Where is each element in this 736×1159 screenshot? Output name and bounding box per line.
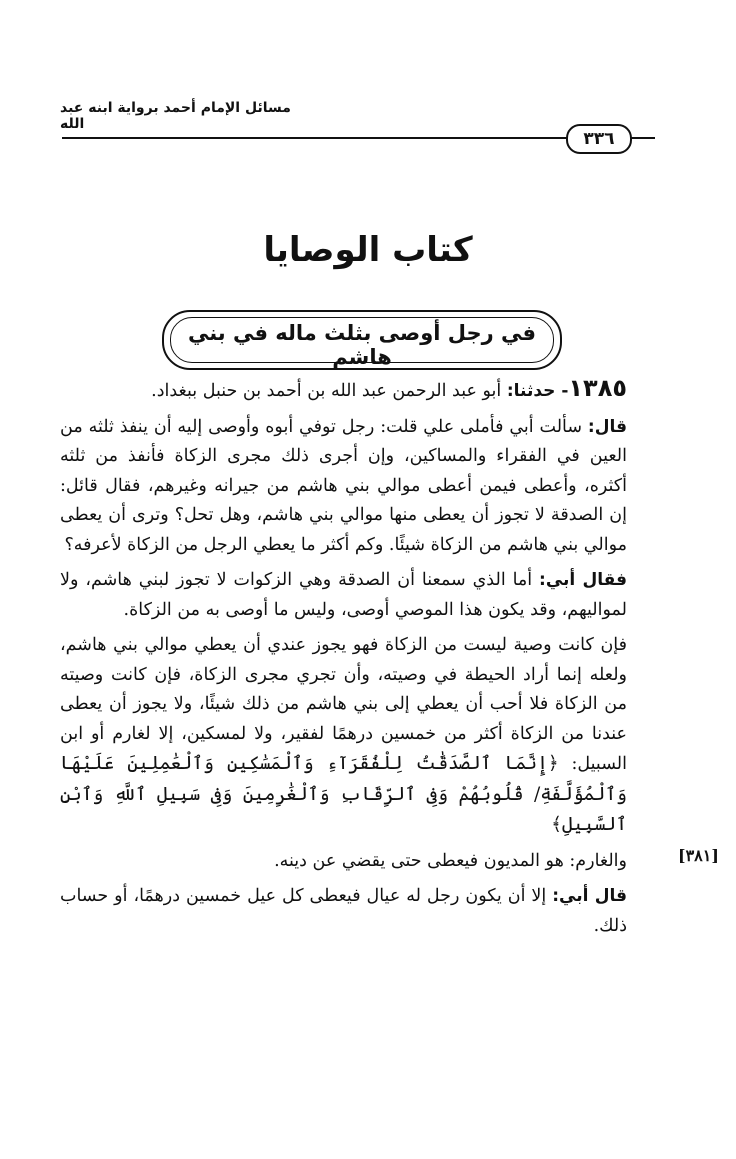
paragraph-text: أبو عبد الرحمن عبد الله بن أحمد بن حنبل ببغداد. [151, 381, 507, 401]
narration-number: ١٣٨٥ [568, 374, 627, 402]
body-text [60, 374, 655, 941]
running-head: مسائل الإمام أحمد برواية ابنه عبد الله [60, 100, 291, 132]
paragraph-lead: فقال أبي: [539, 570, 627, 590]
page-number: ٣٣٦ [566, 124, 632, 154]
quran-verse: ﴿إِنَّمَا ٱلصَّدَقَٰتُ لِلْفُقَرَآءِ وَٱلْمَسَٰكِينِ وَٱلْعَٰمِلِينَ عَلَيْهَا وَٱلْمُؤَلَّفَةِ/ قُلُوبُهُمْ وَفِى ٱلرِّقَابِ وَٱلْغَٰرِمِينَ وَفِى سَبِيلِ ٱللَّهِ وَٱبْنِ ٱلسَّبِيلِ﴾ [60, 753, 627, 835]
paragraph-ruling [60, 631, 655, 841]
chapter-heading: في رجل أوصى بثلث ماله في بني هاشم [187, 321, 537, 369]
paragraph-lead: قال: [587, 416, 627, 437]
paragraph-1385 [60, 374, 655, 407]
paragraph-text: فإن كانت وصية ليست من الزكاة فهو يجوز عندي أن يعطي موالي بني هاشم، ولعله إنما أراد الحيطة في وصيته، وأن تجري مجرى الزكاة، فإن كانت وصيته من الزكاة فلا أحب أن يعطي إلى بني هاشم من ذلك شيئًا، ولا يجوز أن يعطى عندنا من الزكاة أكثر من خمسين درهمًا لفقير، ولا لمسكين، إلا لغارم أو ابن السبيل: [60, 635, 627, 774]
paragraph-text: إلا أن يكون رجل له عيال فيعطى كل عيل خمسين درهمًا، أو حساب ذلك. [60, 886, 627, 936]
paragraph-text: أما الذي سمعنا أن الصدقة وهي الزكوات لا تجوز لبني هاشم، ولا لمواليهم، وقد يكون هذا الموصي أوصى، وليس ما أوصى به من الزكاة. [60, 570, 627, 620]
paragraph-definition [60, 847, 655, 877]
book-title: كتاب الوصايا [263, 230, 473, 270]
paragraph-answer [60, 566, 655, 625]
paragraph-question [60, 413, 655, 561]
paragraph-exception [60, 882, 655, 941]
paragraph-lead: - حدثنا: [506, 381, 569, 401]
chapter-heading-frame [162, 310, 562, 370]
paragraph-text: والغارم: هو المديون فيعطى حتى يقضي عن دينه. [274, 850, 627, 871]
paragraph-text: سألت أبي فأملى علي قلت: رجل توفي أبوه وأوصى إليه أن ينفذ ثلثه من العين في الفقراء والمساكين، وإن أجرى ذلك مجرى الزكاة فأنفذ من ثلثه أكثره، وأعطى فيمن أعطى موالي بني هاشم من جيرانه وغيرهم، فقال قائل: إن الصدقة لا تجوز أن يعطى منها موالي بني هاشم، وهل تحل؟ وترى أن يعطى موالي بني هاشم من الزكاة شيئًا. وكم أكثر ما يعطي الرجل من الزكاة لأعرفه؟ [60, 416, 627, 555]
margin-page-reference: [٣٨١] [678, 846, 719, 865]
paragraph-lead: قال أبي: [552, 886, 627, 906]
